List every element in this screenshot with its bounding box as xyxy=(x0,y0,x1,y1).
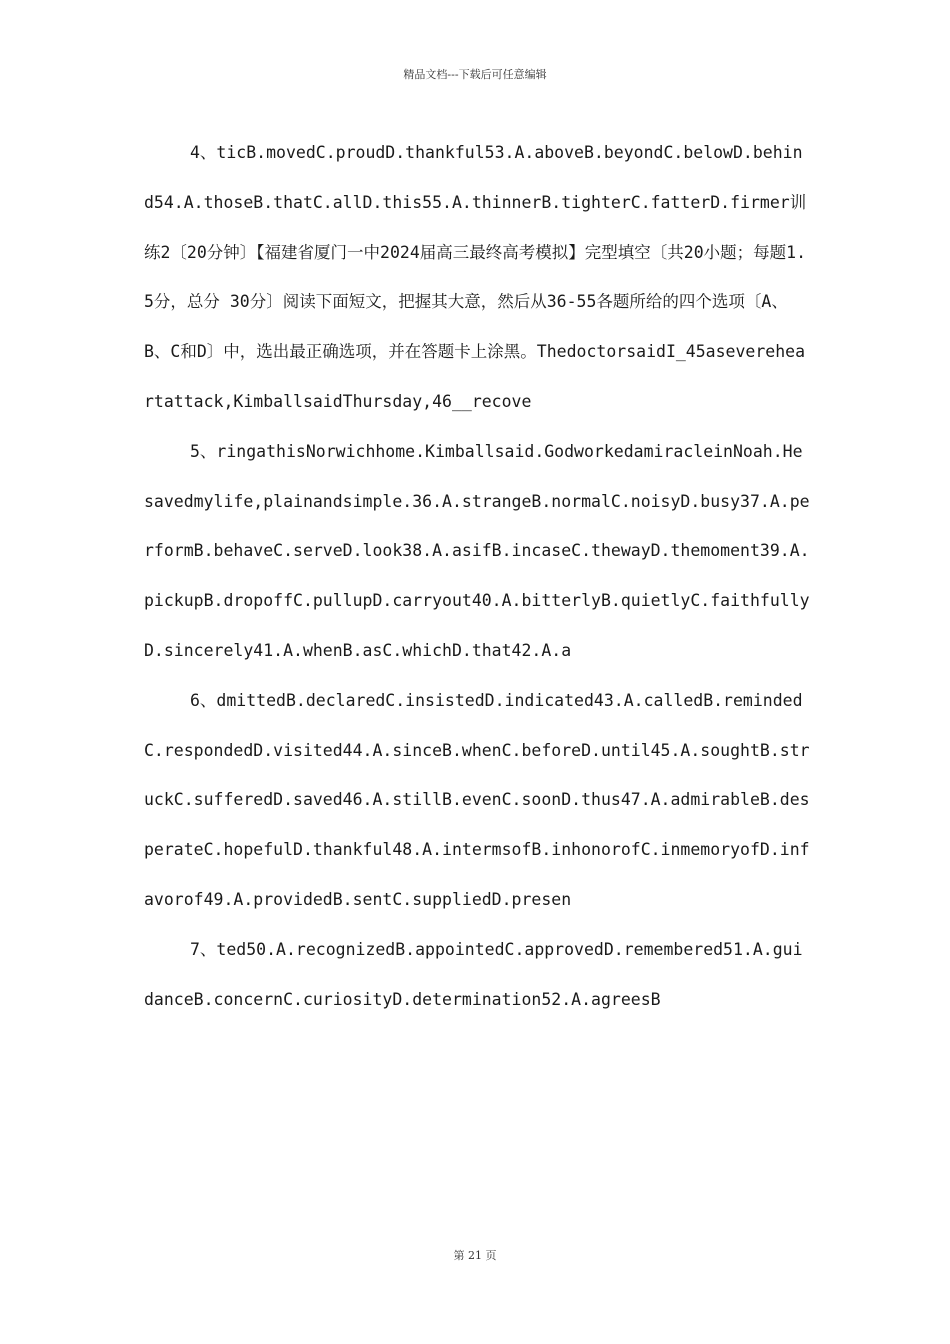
paragraph-5: 5、ringathisNorwichhome.Kimballsaid.GodworkedamiracleinNoah.Hesavedmylife,plainandsimple.36.A.strangeB.normalC.noisyD.busy37.A.performB.behaveC.serveD.look38.A.asifB.incaseC.thewayD.themoment39.A.pickupB.dropoffC.pullupD.carryout40.A.bitterlyB.quietlyC.faithfullyD.sincerely41.A.whenB.asC.whichD.that42.A.a xyxy=(144,441,810,660)
document-body xyxy=(144,128,810,1024)
paragraph-6: 6、dmittedB.declaredC.insistedD.indicated43.A.calledB.remindedC.respondedD.visited44.A.sinceB.whenC.beforeD.until45.A.soughtB.struckC.sufferedD.saved46.A.stillB.evenC.soonD.thus47.A.admirableB.desperateC.hopefulD.thankful48.A.intermsofB.inhonorofC.inmemoryofD.infavorof49.A.providedB.sentC.suppliedD.presen xyxy=(144,690,810,909)
page-header: 精品文档---下载后可任意编辑 xyxy=(403,68,547,81)
paragraph-7: 7、ted50.A.recognizedB.appointedC.approvedD.remembered51.A.guidanceB.concernC.curiosityD.determination52.A.agreesB xyxy=(144,939,803,1009)
paragraph-4: 4、ticB.movedC.proudD.thankful53.A.aboveB.beyondC.belowD.behind54.A.thoseB.thatC.allD.this55.A.thinnerB.tighterC.fatterD.firmer训练2〔20分钟〕【福建省厦门一中2024届高三最终高考模拟】完型填空〔共20小题；每题1.5分，总分 30分〕阅读下面短文，把握其大意，然后从36-55各题所给的四个选项〔A、B、C和D〕中，选出最正确选项，并在答题卡上涂黑。ThedoctorsaidI_45asevereheartattack,KimballsaidThursday,46__recove xyxy=(144,143,807,411)
page-footer: 第 21 页 xyxy=(453,1249,497,1262)
